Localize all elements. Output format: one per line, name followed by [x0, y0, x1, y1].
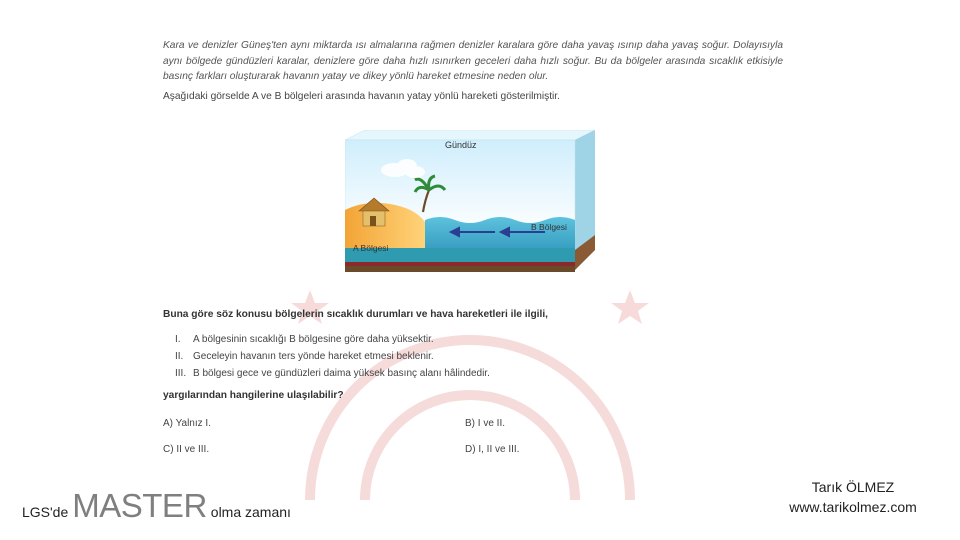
footer-credits — [770, 477, 936, 517]
statement-1: I. A bölgesinin sıcaklığı B bölgesine göre daha yüksektir. — [175, 334, 434, 345]
intro-paragraph: Kara ve denizler Güneş'ten aynı miktarda ısı almalarına rağmen denizler karalara göre daha yavaş ısınıp daha yavaş soğur. Dolayısıyla aynı bölgede gündüzleri karalar, denizlere göre daha hızlı ısınırken geceleri daha hızlı soğur. Bu da bölgeler arasında sıcaklık etkisiyle basınç farkları oluşturarak havanın yatay ve dikey yönlü hareket etmesine neden olur. — [163, 40, 783, 82]
option-d[interactable]: D) I, II ve III. — [465, 444, 520, 455]
sea-breeze-diagram — [345, 130, 595, 290]
option-b[interactable]: B) I ve II. — [465, 418, 506, 429]
diagram-title: Gündüz — [445, 140, 477, 150]
option-c[interactable]: C) II ve III. — [163, 444, 210, 455]
question-prompt: yargılarından hangilerine ulaşılabilir? — [163, 390, 344, 401]
label-b-region: B Bölgesi — [531, 222, 567, 232]
website-link[interactable]: www.tarikolmez.com — [789, 499, 917, 515]
author-name: Tarık ÖLMEZ — [811, 479, 895, 495]
question-stem: Buna göre söz konusu bölgelerin sıcaklık durumları ve hava hareketleri ile ilgili, — [163, 309, 548, 320]
statement-2: II. Geceleyin havanın ters yönde hareket etmesi beklenir. — [175, 351, 434, 362]
footer-slogan: LGS'de MASTER olma zamanı — [22, 487, 291, 524]
diagram-intro: Aşağıdaki görselde A ve B bölgeleri arasında havanın yatay yönlü hareketi gösterilmiştir. — [163, 91, 560, 102]
statement-3: III. B bölgesi gece ve gündüzleri daima yüksek basınç alanı hâlindedir. — [175, 368, 490, 379]
label-a-region: A Bölgesi — [353, 243, 389, 253]
option-a[interactable]: A) Yalnız I. — [163, 418, 211, 429]
